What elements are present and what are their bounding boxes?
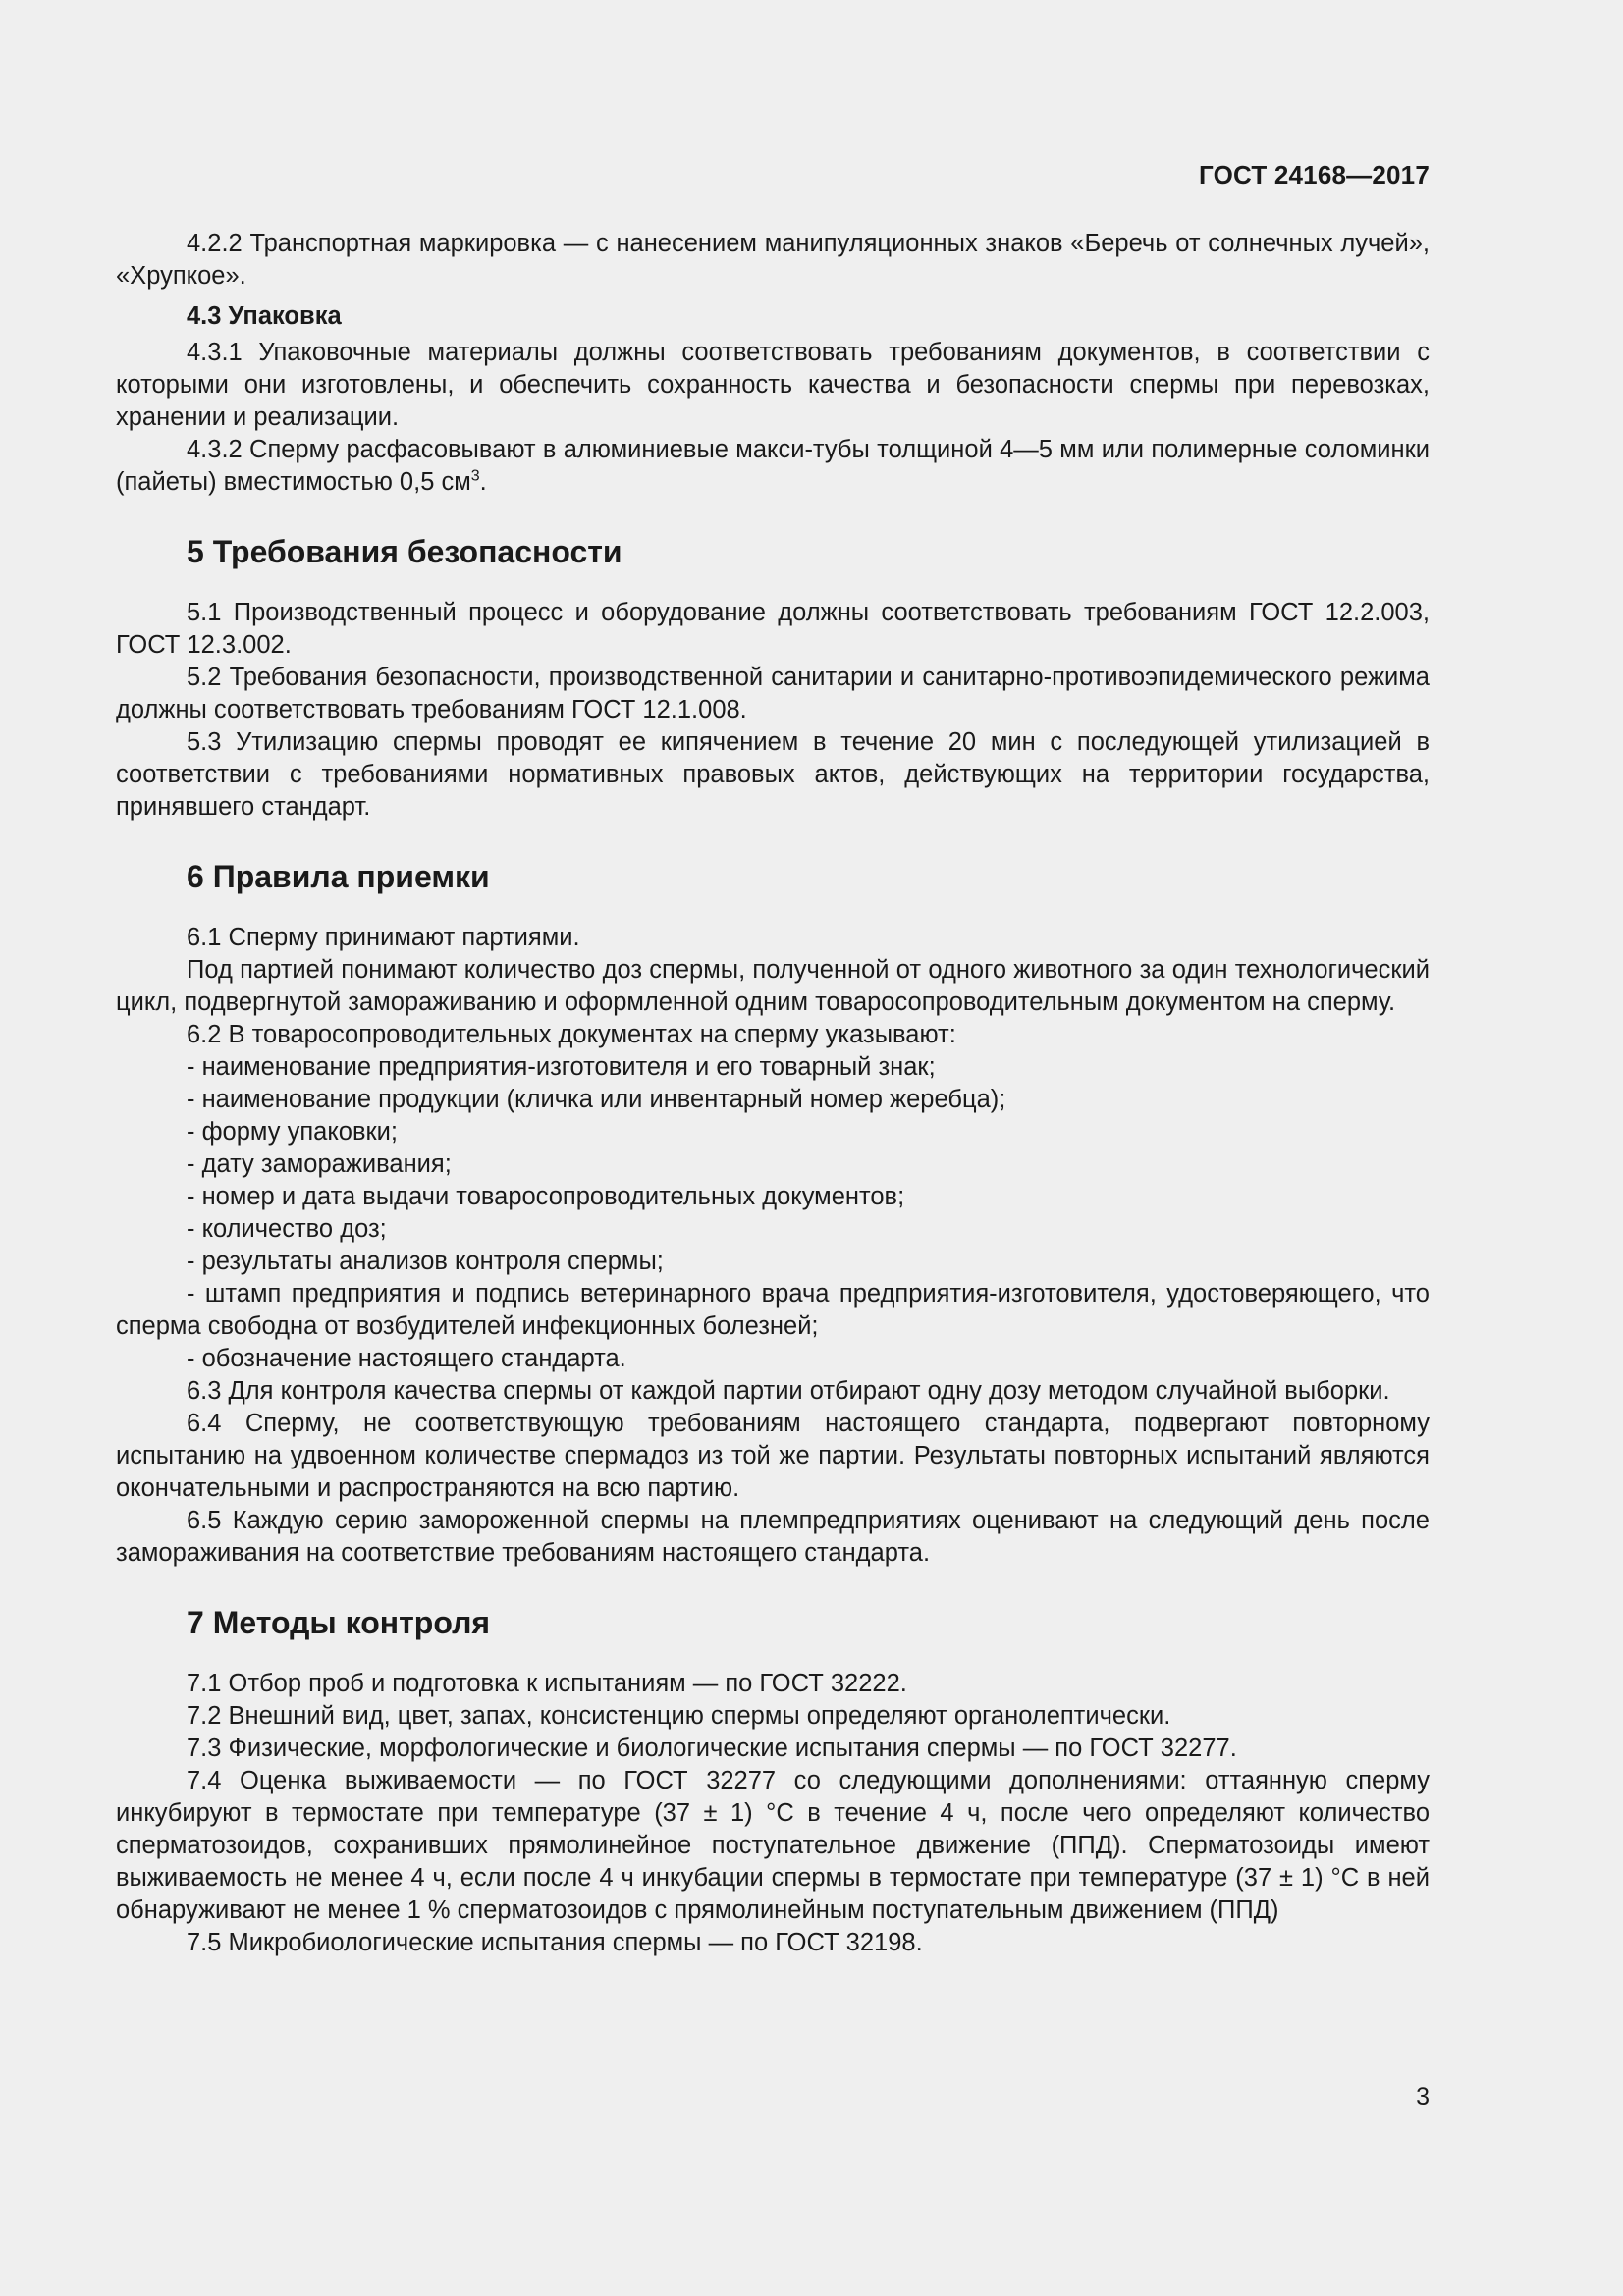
- paragraph-4-3-2: [116, 434, 1430, 499]
- list-item: - результаты анализов контроля спермы;: [187, 1248, 664, 1275]
- list-item: - штамп предприятия и подпись ветеринарного врача предприятия-изготовителя, удостоверяющего, что сперма свободна от возбудителей инфекционных болезней;: [116, 1280, 1430, 1340]
- list-item: - наименование продукции (кличка или инвентарный номер жеребца);: [187, 1086, 1006, 1113]
- list-item: - дату замораживания;: [187, 1150, 452, 1178]
- standard-code-header: ГОСТ 24168—2017: [1199, 160, 1430, 189]
- paragraph-6-1: 6.1 Сперму принимают партиями.: [187, 924, 580, 951]
- list-item: - наименование предприятия-изготовителя и его товарный знак;: [187, 1053, 936, 1081]
- paragraph-7-2: 7.2 Внешний вид, цвет, запах, консистенцию спермы определяют органолептически.: [187, 1702, 1171, 1730]
- section-heading-5: 5 Требования безопасности: [187, 534, 622, 569]
- subsection-heading-4-3: 4.3 Упаковка: [187, 302, 342, 330]
- paragraph-4-3-1: 4.3.1 Упаковочные материалы должны соответствовать требованиям документов, в соответствии с которыми они изготовлены, и обеспечить сохранность качества и безопасности спермы при перевозках, хранении и реализации.: [116, 339, 1430, 431]
- paragraph-7-1: 7.1 Отбор проб и подготовка к испытаниям — по ГОСТ 32222.: [187, 1670, 907, 1697]
- list-item: - обозначение настоящего стандарта.: [187, 1345, 626, 1372]
- paragraph-4-3-2-text: 4.3.2 Сперму расфасовывают в алюминиевые макси-тубы толщиной 4—5 мм или полимерные соломинки (пайеты) вместимостью 0,5 см: [116, 436, 1430, 496]
- section-heading-7: 7 Методы контроля: [187, 1605, 491, 1640]
- section-heading-6: 6 Правила приемки: [187, 859, 490, 894]
- document-body: [116, 228, 1430, 1959]
- list-item: - номер и дата выдачи товаросопроводительных документов;: [187, 1183, 905, 1210]
- paragraph-5-3: 5.3 Утилизацию спермы проводят ее кипячением в течение 20 мин с последующей утилизацией в соответствии с требованиями нормативных правовых актов, действующих на территории государства, принявшего стандарт.: [116, 728, 1430, 821]
- paragraph-7-4: 7.4 Оценка выживаемости — по ГОСТ 32277 со следующими дополнениями: оттаянную сперму инкубируют в термостате при температуре (37 ± 1) °С в течение 4 ч, после чего определяют количество сперматозоидов, сохранивших прямолинейное поступательное движение (ППД). Сперматозоиды имеют выживаемость не менее 4 ч, если после 4 ч инкубации спермы в термостате при температуре (37 ± 1) °С в ней обнаруживают не менее 1 % сперматозоидов с прямолинейным поступательным движением (ППД): [116, 1767, 1430, 1924]
- paragraph-5-1: 5.1 Производственный процесс и оборудование должны соответствовать требованиям ГОСТ 12.2.003, ГОСТ 12.3.002.: [116, 599, 1430, 659]
- page-number: 3: [1416, 2083, 1430, 2110]
- paragraph-6-2: 6.2 В товаросопроводительных документах на сперму указывают:: [187, 1021, 956, 1048]
- paragraph-7-5: 7.5 Микробиологические испытания спермы — по ГОСТ 32198.: [187, 1929, 923, 1956]
- paragraph-4-2-2: 4.2.2 Транспортная маркировка — с нанесением манипуляционных знаков «Беречь от солнечных лучей», «Хрупкое».: [116, 230, 1430, 290]
- superscript-3: 3: [470, 467, 480, 485]
- paragraph-6-3: 6.3 Для контроля качества спермы от каждой партии отбирают одну дозу методом случайной выборки.: [187, 1377, 1390, 1405]
- paragraph-5-2: 5.2 Требования безопасности, производственной санитарии и санитарно-противоэпидемического режима должны соответствовать требованиям ГОСТ 12.1.008.: [116, 664, 1430, 723]
- list-item: - форму упаковки;: [187, 1118, 398, 1146]
- paragraph-4-3-2-end: .: [479, 468, 487, 496]
- paragraph-7-3: 7.3 Физические, морфологические и биологические испытания спермы — по ГОСТ 32277.: [187, 1735, 1237, 1762]
- paragraph-6-5: 6.5 Каждую серию замороженной спермы на племпредприятиях оценивают на следующий день после замораживания на соответствие требованиям настоящего стандарта.: [116, 1507, 1430, 1567]
- paragraph-6-1-batch: Под партией понимают количество доз спермы, полученной от одного животного за один технологический цикл, подвергнутой замораживанию и оформленной одним товаросопроводительным документом на сперму.: [116, 956, 1430, 1016]
- list-item: - количество доз;: [187, 1215, 387, 1243]
- paragraph-6-4: 6.4 Сперму, не соответствующую требованиям настоящего стандарта, подвергают повторному испытанию на удвоенном количестве спермадоз из той же партии. Результаты повторных испытаний являются окончательными и распространяются на всю партию.: [116, 1410, 1430, 1502]
